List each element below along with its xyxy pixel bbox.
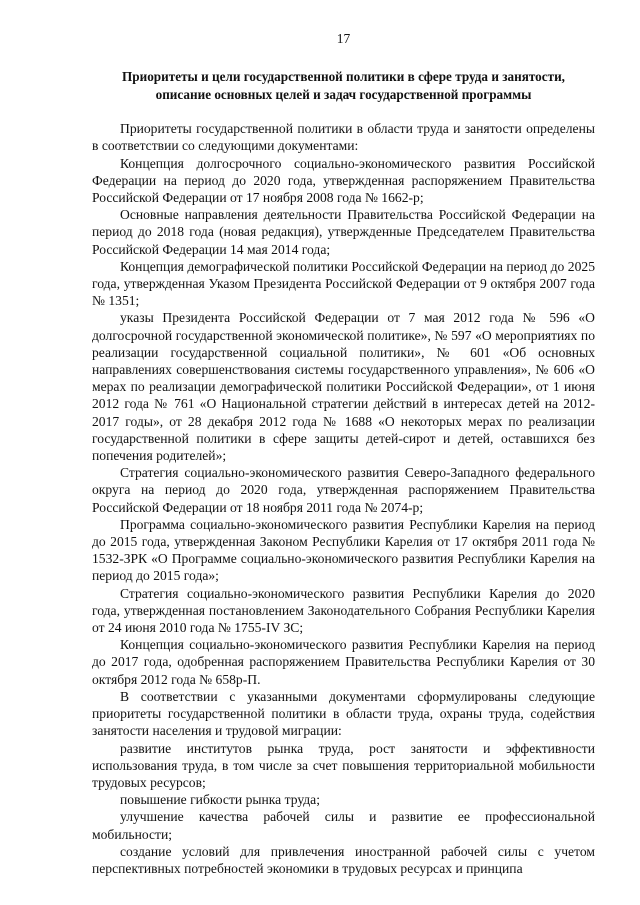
paragraph: Приоритеты государственной политики в области труда и занятости определены в соответствии со следующими документами: [92,121,595,154]
paragraph: указы Президента Российской Федерации от 7 мая 2012 года № 596 «О долгосрочной государственной экономической политике», № 597 «О мероприятиях по реализации государственной социальной политики», № 601 «Об основных направлениях совершенствования системы государственного управления», № 606 «О мерах по реализации демографической политики Российской Федерации», от 1 июня 2012 года № 761 «О Национальной стратегии действий в интересах детей на 2012-2017 годы», от 28 декабря 2012 года № 1688 «О некоторых мерах по реализации государственной политики в сфере защиты детей-сирот и детей, оставшихся без попечения родителей»; [92,310,595,464]
paragraph: Основные направления деятельности Правительства Российской Федерации на период до 2018 года (новая редакция), утвержденные Председателем Правительства Российской Федерации 14 мая 2014 года; [92,207,595,257]
section-heading-line-2: описание основных целей и задач государственной программы [155,86,532,102]
paragraph: Программа социально-экономического развития Республики Карелия на период до 2015 года, утвержденная Законом Республики Карелия от 17 октября 2011 года № 1532-ЗРК «О Программе социально-экономического развития Республики Карелия на период до 2015 года»; [92,516,595,584]
paragraph: Концепция социально-экономического развития Республики Карелия на период до 2017 года, одобренная распоряжением Правительства Республики Карелия от 30 октября 2012 года № 658р-П. [92,637,595,687]
document-page [92,30,595,877]
paragraph: создание условий для привлечения иностранной рабочей силы с учетом перспективных потребностей экономики в трудовых ресурсах и принципа [92,843,595,876]
paragraph: развитие институтов рынка труда, рост занятости и эффективности использования труда, в том числе за счет повышения территориальной мобильности трудовых ресурсов; [92,740,595,790]
paragraph: Концепция демографической политики Российской Федерации на период до 2025 года, утвержденная Указом Президента Российской Федерации от 9 октября 2007 года № 1351; [92,258,595,309]
paragraph: Стратегия социально-экономического развития Северо-Западного федерального округа на период до 2020 года, утвержденная распоряжением Правительства Российской Федерации от 18 ноября 2011 года № 2074-р; [92,465,595,515]
page-number: 17 [336,31,351,46]
paragraph: улучшение качества рабочей силы и развитие ее профессиональной мобильности; [92,809,595,842]
paragraph: Концепция долгосрочного социально-экономического развития Российской Федерации на период до 2020 года, утвержденная распоряжением Правительства Российской Федерации от 17 ноября 2008 года № 1662-р; [92,155,595,205]
body-text [92,120,595,877]
section-heading-line-1: Приоритеты и цели государственной политики в сфере труда и занятости, [122,69,565,84]
paragraph: В соответствии с указанными документами сформулированы следующие приоритеты государственной политики в области труда, охраны труда, содействия занятости населения и трудовой миграции: [92,688,595,739]
paragraph: Стратегия социально-экономического развития Республики Карелия до 2020 года, утвержденная постановлением Законодательного Собрания Республики Карелия от 24 июня 2010 года № 1755-IV ЗС; [92,585,595,636]
paragraph: повышение гибкости рынка труда; [120,792,320,808]
section-heading [92,68,595,103]
